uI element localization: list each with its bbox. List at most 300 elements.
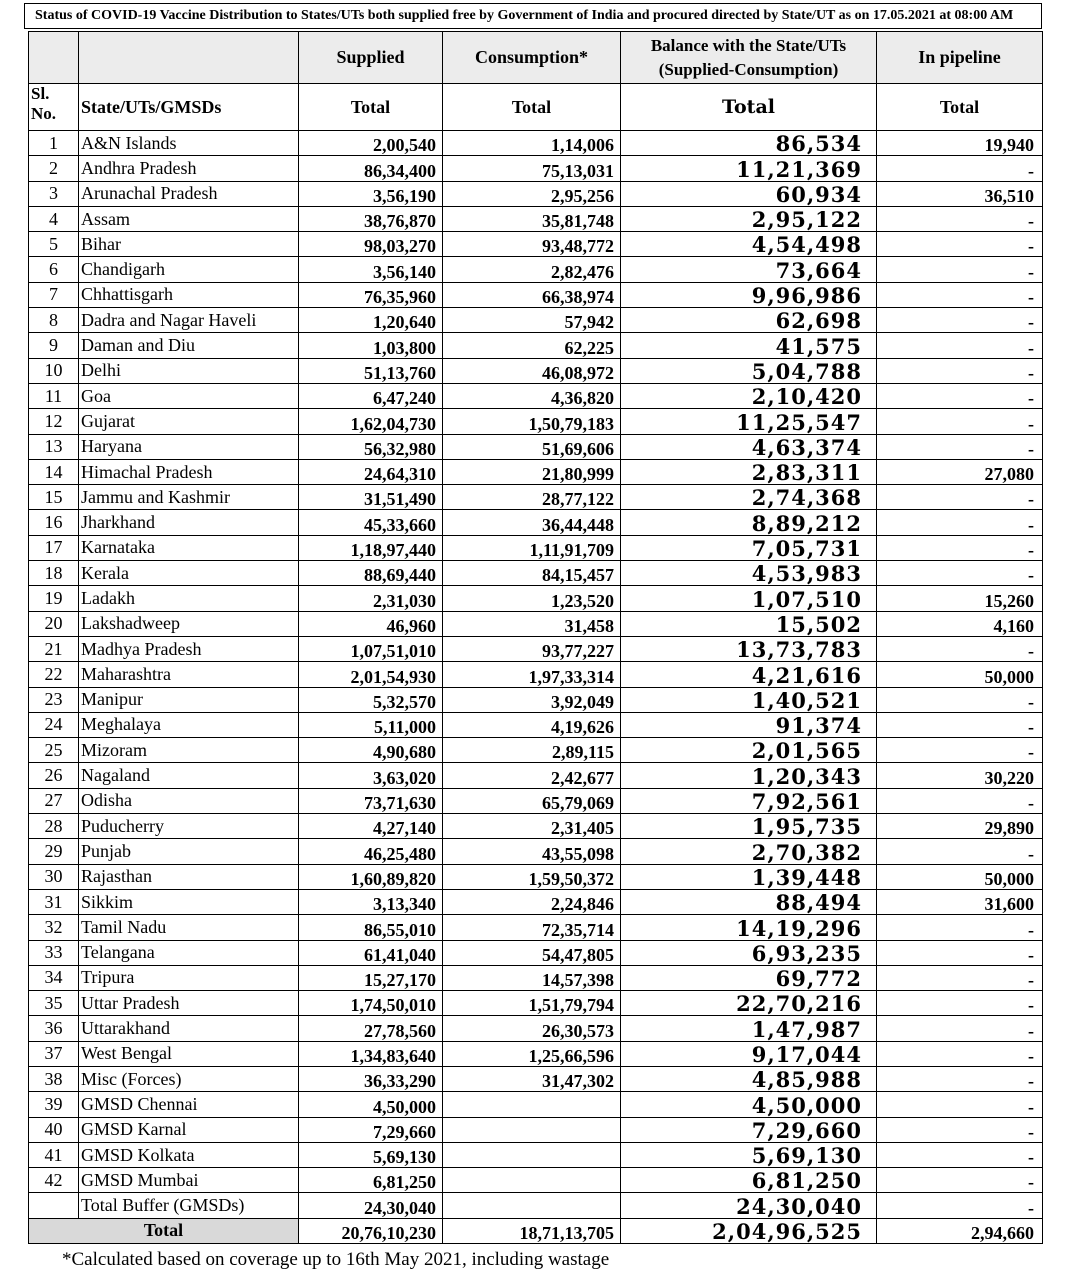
cell-state: GMSD Chennai xyxy=(79,1092,299,1117)
cell-state: West Bengal xyxy=(79,1041,299,1066)
cell-state: Mizoram xyxy=(79,738,299,763)
total-label: Total xyxy=(29,1218,299,1243)
cell-consumption: 14,57,398 xyxy=(443,965,621,990)
cell-sl-no: 31 xyxy=(29,889,79,914)
cell-sl-no: 29 xyxy=(29,839,79,864)
cell-balance: 62,698 xyxy=(621,308,877,333)
cell-balance: 1,20,343 xyxy=(621,763,877,788)
cell-balance: 1,47,987 xyxy=(621,1016,877,1041)
cell-balance: 9,17,044 xyxy=(621,1041,877,1066)
cell-pipeline: - xyxy=(877,358,1043,383)
cell-supplied: 3,63,020 xyxy=(299,763,443,788)
cell-consumption: 21,80,999 xyxy=(443,459,621,484)
table-row xyxy=(29,687,1043,712)
table-row xyxy=(29,1142,1043,1167)
cell-consumption: 1,25,66,596 xyxy=(443,1041,621,1066)
cell-sl-no: 14 xyxy=(29,459,79,484)
cell-supplied: 4,27,140 xyxy=(299,814,443,839)
cell-pipeline: 30,220 xyxy=(877,763,1043,788)
cell-sl-no: 33 xyxy=(29,940,79,965)
cell-consumption: 1,51,79,794 xyxy=(443,991,621,1016)
cell-state: Puducherry xyxy=(79,814,299,839)
table-row xyxy=(29,131,1043,156)
cell-supplied: 51,13,760 xyxy=(299,358,443,383)
cell-supplied: 1,60,89,820 xyxy=(299,864,443,889)
cell-consumption: 1,14,006 xyxy=(443,131,621,156)
cell-state: Tripura xyxy=(79,965,299,990)
table-row xyxy=(29,940,1043,965)
cell-balance: 60,934 xyxy=(621,181,877,206)
cell-state: GMSD Kolkata xyxy=(79,1142,299,1167)
cell-sl-no: 34 xyxy=(29,965,79,990)
cell-state: Goa xyxy=(79,383,299,408)
cell-balance: 15,502 xyxy=(621,611,877,636)
cell-balance: 11,25,547 xyxy=(621,409,877,434)
cell-pipeline: - xyxy=(877,1142,1043,1167)
cell-balance: 4,85,988 xyxy=(621,1066,877,1091)
cell-supplied: 24,30,040 xyxy=(299,1193,443,1218)
cell-consumption: 2,42,677 xyxy=(443,763,621,788)
table-row xyxy=(29,738,1043,763)
cell-consumption: 31,458 xyxy=(443,611,621,636)
table-row xyxy=(29,206,1043,231)
cell-state: Nagaland xyxy=(79,763,299,788)
table-row xyxy=(29,409,1043,434)
cell-pipeline: - xyxy=(877,156,1043,181)
cell-sl-no: 22 xyxy=(29,662,79,687)
cell-supplied: 5,32,570 xyxy=(299,687,443,712)
cell-sl-no: 41 xyxy=(29,1142,79,1167)
cell-supplied: 46,960 xyxy=(299,611,443,636)
cell-consumption: 1,97,33,314 xyxy=(443,662,621,687)
cell-pipeline: 36,510 xyxy=(877,181,1043,206)
cell-pipeline: 31,600 xyxy=(877,889,1043,914)
header-consumption: Consumption* xyxy=(443,32,621,84)
table-row xyxy=(29,586,1043,611)
cell-pipeline: - xyxy=(877,206,1043,231)
total-supplied: 20,76,10,230 xyxy=(299,1218,443,1243)
cell-sl-no: 38 xyxy=(29,1066,79,1091)
cell-pipeline: - xyxy=(877,510,1043,535)
cell-supplied: 5,69,130 xyxy=(299,1142,443,1167)
cell-supplied: 1,74,50,010 xyxy=(299,991,443,1016)
cell-sl-no: 27 xyxy=(29,788,79,813)
cell-sl-no: 32 xyxy=(29,915,79,940)
table-row xyxy=(29,1092,1043,1117)
cell-pipeline: - xyxy=(877,788,1043,813)
cell-balance: 73,664 xyxy=(621,257,877,282)
cell-state: Himachal Pradesh xyxy=(79,459,299,484)
cell-supplied: 86,55,010 xyxy=(299,915,443,940)
cell-supplied: 61,41,040 xyxy=(299,940,443,965)
cell-sl-no: 39 xyxy=(29,1092,79,1117)
cell-consumption: 28,77,122 xyxy=(443,485,621,510)
cell-state: Jharkhand xyxy=(79,510,299,535)
cell-pipeline: - xyxy=(877,738,1043,763)
table-row xyxy=(29,434,1043,459)
cell-balance: 6,81,250 xyxy=(621,1168,877,1193)
cell-balance: 4,50,000 xyxy=(621,1092,877,1117)
cell-pipeline: - xyxy=(877,257,1043,282)
table-row xyxy=(29,459,1043,484)
cell-supplied: 1,34,83,640 xyxy=(299,1041,443,1066)
header-pipeline: In pipeline xyxy=(877,32,1043,84)
table-row xyxy=(29,561,1043,586)
cell-supplied: 5,11,000 xyxy=(299,712,443,737)
cell-sl-no: 23 xyxy=(29,687,79,712)
cell-pipeline: - xyxy=(877,282,1043,307)
cell-consumption: 2,95,256 xyxy=(443,181,621,206)
cell-sl-no: 6 xyxy=(29,257,79,282)
cell-supplied: 1,03,800 xyxy=(299,333,443,358)
table-row xyxy=(29,763,1043,788)
cell-supplied: 98,03,270 xyxy=(299,232,443,257)
cell-supplied: 2,31,030 xyxy=(299,586,443,611)
cell-state: Jammu and Kashmir xyxy=(79,485,299,510)
header-balance-line1: Balance with the State/UTs xyxy=(650,35,847,55)
cell-consumption: 46,08,972 xyxy=(443,358,621,383)
cell-state: Maharashtra xyxy=(79,662,299,687)
header-blank-state xyxy=(79,32,299,84)
cell-consumption: 1,59,50,372 xyxy=(443,864,621,889)
cell-pipeline: - xyxy=(877,965,1043,990)
cell-pipeline: - xyxy=(877,1066,1043,1091)
header-balance xyxy=(621,32,877,84)
cell-balance: 13,73,783 xyxy=(621,636,877,661)
table-row xyxy=(29,864,1043,889)
cell-consumption: 1,50,79,183 xyxy=(443,409,621,434)
cell-consumption: 93,77,227 xyxy=(443,636,621,661)
cell-sl-no: 26 xyxy=(29,763,79,788)
table-row xyxy=(29,839,1043,864)
cell-consumption: 93,48,772 xyxy=(443,232,621,257)
cell-sl-no: 8 xyxy=(29,308,79,333)
cell-balance: 2,83,311 xyxy=(621,459,877,484)
cell-state: Uttarakhand xyxy=(79,1016,299,1041)
table-row xyxy=(29,510,1043,535)
cell-pipeline: - xyxy=(877,1016,1043,1041)
cell-pipeline: - xyxy=(877,485,1043,510)
cell-consumption: 4,19,626 xyxy=(443,712,621,737)
cell-sl-no: 19 xyxy=(29,586,79,611)
cell-consumption: 3,92,049 xyxy=(443,687,621,712)
cell-consumption: 36,44,448 xyxy=(443,510,621,535)
cell-state: GMSD Mumbai xyxy=(79,1168,299,1193)
table-row xyxy=(29,1066,1043,1091)
page-title: Status of COVID-19 Vaccine Distribution to States/UTs both supplied free by Government of India and procured directed by State/UT as on 17.05.2021 at 08:00 AM xyxy=(24,3,1042,29)
table-row xyxy=(29,712,1043,737)
cell-sl-no: 37 xyxy=(29,1041,79,1066)
table-row xyxy=(29,383,1043,408)
cell-pipeline: 29,890 xyxy=(877,814,1043,839)
cell-supplied: 73,71,630 xyxy=(299,788,443,813)
cell-balance: 88,494 xyxy=(621,889,877,914)
table-row xyxy=(29,1016,1043,1041)
cell-supplied: 45,33,660 xyxy=(299,510,443,535)
cell-pipeline: - xyxy=(877,232,1043,257)
cell-state: Telangana xyxy=(79,940,299,965)
cell-consumption: 4,36,820 xyxy=(443,383,621,408)
cell-consumption: 75,13,031 xyxy=(443,156,621,181)
cell-state: Madhya Pradesh xyxy=(79,636,299,661)
cell-balance: 22,70,216 xyxy=(621,991,877,1016)
cell-state: Delhi xyxy=(79,358,299,383)
cell-state: Sikkim xyxy=(79,889,299,914)
cell-consumption: 62,225 xyxy=(443,333,621,358)
cell-pipeline: - xyxy=(877,409,1043,434)
cell-supplied: 46,25,480 xyxy=(299,839,443,864)
cell-consumption: 43,55,098 xyxy=(443,839,621,864)
table-row xyxy=(29,232,1043,257)
cell-sl-no: 30 xyxy=(29,864,79,889)
cell-consumption: 66,38,974 xyxy=(443,282,621,307)
cell-balance: 1,40,521 xyxy=(621,687,877,712)
cell-state: Lakshadweep xyxy=(79,611,299,636)
cell-supplied: 86,34,400 xyxy=(299,156,443,181)
cell-pipeline: - xyxy=(877,561,1043,586)
cell-pipeline: - xyxy=(877,308,1043,333)
cell-balance: 4,53,983 xyxy=(621,561,877,586)
cell-consumption: 2,82,476 xyxy=(443,257,621,282)
cell-state: Gujarat xyxy=(79,409,299,434)
cell-sl-no: 2 xyxy=(29,156,79,181)
cell-sl-no: 13 xyxy=(29,434,79,459)
cell-supplied: 1,20,640 xyxy=(299,308,443,333)
table-row xyxy=(29,282,1043,307)
cell-pipeline: - xyxy=(877,636,1043,661)
cell-sl-no: 18 xyxy=(29,561,79,586)
table-row xyxy=(29,788,1043,813)
cell-sl-no: 1 xyxy=(29,131,79,156)
cell-balance: 5,69,130 xyxy=(621,1142,877,1167)
table-row xyxy=(29,991,1043,1016)
cell-consumption: 1,11,91,709 xyxy=(443,535,621,560)
cell-state: A&N Islands xyxy=(79,131,299,156)
table-row xyxy=(29,358,1043,383)
cell-state: Karnataka xyxy=(79,535,299,560)
header-total-pipeline: Total xyxy=(877,84,1043,131)
cell-balance: 7,29,660 xyxy=(621,1117,877,1142)
header-blank-sl xyxy=(29,32,79,84)
cell-balance: 11,21,369 xyxy=(621,156,877,181)
cell-state: Chhattisgarh xyxy=(79,282,299,307)
cell-consumption: 35,81,748 xyxy=(443,206,621,231)
cell-consumption: 2,24,846 xyxy=(443,889,621,914)
cell-consumption xyxy=(443,1142,621,1167)
cell-pipeline: - xyxy=(877,1193,1043,1218)
table-row xyxy=(29,1117,1043,1142)
cell-consumption xyxy=(443,1193,621,1218)
cell-state: Total Buffer (GMSDs) xyxy=(79,1193,299,1218)
cell-balance: 1,95,735 xyxy=(621,814,877,839)
cell-pipeline: - xyxy=(877,1168,1043,1193)
cell-balance: 4,21,616 xyxy=(621,662,877,687)
cell-balance: 4,63,374 xyxy=(621,434,877,459)
cell-state: Bihar xyxy=(79,232,299,257)
cell-sl-no: 7 xyxy=(29,282,79,307)
total-consumption: 18,71,13,705 xyxy=(443,1218,621,1243)
cell-pipeline: - xyxy=(877,535,1043,560)
cell-sl-no: 11 xyxy=(29,383,79,408)
cell-balance: 5,04,788 xyxy=(621,358,877,383)
cell-consumption: 26,30,573 xyxy=(443,1016,621,1041)
table-row xyxy=(29,333,1043,358)
cell-pipeline: - xyxy=(877,1041,1043,1066)
cell-state: Uttar Pradesh xyxy=(79,991,299,1016)
table-row xyxy=(29,1193,1043,1218)
cell-pipeline: - xyxy=(877,915,1043,940)
cell-state: Punjab xyxy=(79,839,299,864)
cell-supplied: 15,27,170 xyxy=(299,965,443,990)
cell-balance: 2,70,382 xyxy=(621,839,877,864)
table-row xyxy=(29,814,1043,839)
cell-supplied: 6,47,240 xyxy=(299,383,443,408)
cell-consumption: 2,89,115 xyxy=(443,738,621,763)
table-row xyxy=(29,662,1043,687)
cell-balance: 8,89,212 xyxy=(621,510,877,535)
cell-sl-no: 36 xyxy=(29,1016,79,1041)
header-balance-line2: (Supplied-Consumption) xyxy=(658,59,839,79)
cell-pipeline: - xyxy=(877,839,1043,864)
cell-balance: 9,96,986 xyxy=(621,282,877,307)
cell-sl-no: 20 xyxy=(29,611,79,636)
cell-supplied: 1,18,97,440 xyxy=(299,535,443,560)
cell-balance: 86,534 xyxy=(621,131,877,156)
cell-pipeline: - xyxy=(877,383,1043,408)
cell-sl-no: 40 xyxy=(29,1117,79,1142)
cell-supplied: 31,51,490 xyxy=(299,485,443,510)
cell-sl-no: 4 xyxy=(29,206,79,231)
cell-consumption: 51,69,606 xyxy=(443,434,621,459)
cell-state: Kerala xyxy=(79,561,299,586)
table-row xyxy=(29,156,1043,181)
cell-pipeline: 27,080 xyxy=(877,459,1043,484)
cell-sl-no: 28 xyxy=(29,814,79,839)
cell-sl-no: 10 xyxy=(29,358,79,383)
cell-pipeline: - xyxy=(877,333,1043,358)
total-row xyxy=(29,1218,1043,1243)
footnote: *Calculated based on coverage up to 16th May 2021, including wastage xyxy=(62,1249,610,1270)
cell-consumption: 57,942 xyxy=(443,308,621,333)
header-total-supplied: Total xyxy=(299,84,443,131)
cell-balance: 2,10,420 xyxy=(621,383,877,408)
cell-supplied: 56,32,980 xyxy=(299,434,443,459)
cell-state: Haryana xyxy=(79,434,299,459)
header-row-groups xyxy=(29,32,1043,84)
cell-sl-no xyxy=(29,1193,79,1218)
cell-state: GMSD Karnal xyxy=(79,1117,299,1142)
table-row xyxy=(29,611,1043,636)
header-state: State/UTs/GMSDs xyxy=(79,84,299,131)
cell-supplied: 38,76,870 xyxy=(299,206,443,231)
cell-supplied: 3,56,190 xyxy=(299,181,443,206)
cell-pipeline: - xyxy=(877,1092,1043,1117)
cell-state: Tamil Nadu xyxy=(79,915,299,940)
cell-sl-no: 16 xyxy=(29,510,79,535)
cell-pipeline: - xyxy=(877,687,1043,712)
cell-sl-no: 5 xyxy=(29,232,79,257)
table-row xyxy=(29,257,1043,282)
vaccine-distribution-table xyxy=(28,31,1043,1244)
cell-balance: 1,07,510 xyxy=(621,586,877,611)
cell-supplied: 1,07,51,010 xyxy=(299,636,443,661)
table-row xyxy=(29,915,1043,940)
cell-consumption xyxy=(443,1168,621,1193)
cell-supplied: 36,33,290 xyxy=(299,1066,443,1091)
cell-consumption: 31,47,302 xyxy=(443,1066,621,1091)
cell-balance: 69,772 xyxy=(621,965,877,990)
table-row xyxy=(29,535,1043,560)
cell-supplied: 27,78,560 xyxy=(299,1016,443,1041)
cell-balance: 41,575 xyxy=(621,333,877,358)
table-row xyxy=(29,965,1043,990)
cell-consumption: 54,47,805 xyxy=(443,940,621,965)
cell-balance: 14,19,296 xyxy=(621,915,877,940)
cell-consumption: 84,15,457 xyxy=(443,561,621,586)
cell-balance: 7,05,731 xyxy=(621,535,877,560)
cell-state: Chandigarh xyxy=(79,257,299,282)
cell-sl-no: 17 xyxy=(29,535,79,560)
cell-consumption: 2,31,405 xyxy=(443,814,621,839)
cell-sl-no: 12 xyxy=(29,409,79,434)
cell-state: Ladakh xyxy=(79,586,299,611)
cell-sl-no: 21 xyxy=(29,636,79,661)
header-sl-no: Sl. No. xyxy=(29,84,79,131)
cell-supplied: 4,50,000 xyxy=(299,1092,443,1117)
cell-state: Meghalaya xyxy=(79,712,299,737)
cell-state: Misc (Forces) xyxy=(79,1066,299,1091)
cell-consumption: 65,79,069 xyxy=(443,788,621,813)
cell-supplied: 4,90,680 xyxy=(299,738,443,763)
cell-consumption: 72,35,714 xyxy=(443,915,621,940)
header-total-consumption: Total xyxy=(443,84,621,131)
cell-balance: 2,01,565 xyxy=(621,738,877,763)
cell-state: Daman and Diu xyxy=(79,333,299,358)
cell-balance: 24,30,040 xyxy=(621,1193,877,1218)
cell-state: Rajasthan xyxy=(79,864,299,889)
cell-state: Assam xyxy=(79,206,299,231)
table-row xyxy=(29,1041,1043,1066)
cell-balance: 7,92,561 xyxy=(621,788,877,813)
cell-supplied: 7,29,660 xyxy=(299,1117,443,1142)
table-row xyxy=(29,485,1043,510)
cell-balance: 4,54,498 xyxy=(621,232,877,257)
table-row xyxy=(29,889,1043,914)
cell-pipeline: 4,160 xyxy=(877,611,1043,636)
cell-supplied: 88,69,440 xyxy=(299,561,443,586)
cell-supplied: 2,01,54,930 xyxy=(299,662,443,687)
cell-state: Dadra and Nagar Haveli xyxy=(79,308,299,333)
cell-pipeline: - xyxy=(877,434,1043,459)
cell-supplied: 2,00,540 xyxy=(299,131,443,156)
cell-consumption xyxy=(443,1092,621,1117)
table-row xyxy=(29,308,1043,333)
cell-supplied: 3,56,140 xyxy=(299,257,443,282)
cell-sl-no: 15 xyxy=(29,485,79,510)
header-supplied: Supplied xyxy=(299,32,443,84)
cell-pipeline: 50,000 xyxy=(877,662,1043,687)
cell-pipeline: - xyxy=(877,991,1043,1016)
cell-sl-no: 25 xyxy=(29,738,79,763)
cell-pipeline: - xyxy=(877,1117,1043,1142)
cell-consumption: 1,23,520 xyxy=(443,586,621,611)
cell-state: Manipur xyxy=(79,687,299,712)
cell-consumption xyxy=(443,1117,621,1142)
table-body xyxy=(29,32,1043,1244)
table-row xyxy=(29,636,1043,661)
cell-pipeline: 15,260 xyxy=(877,586,1043,611)
header-row-columns xyxy=(29,84,1043,131)
